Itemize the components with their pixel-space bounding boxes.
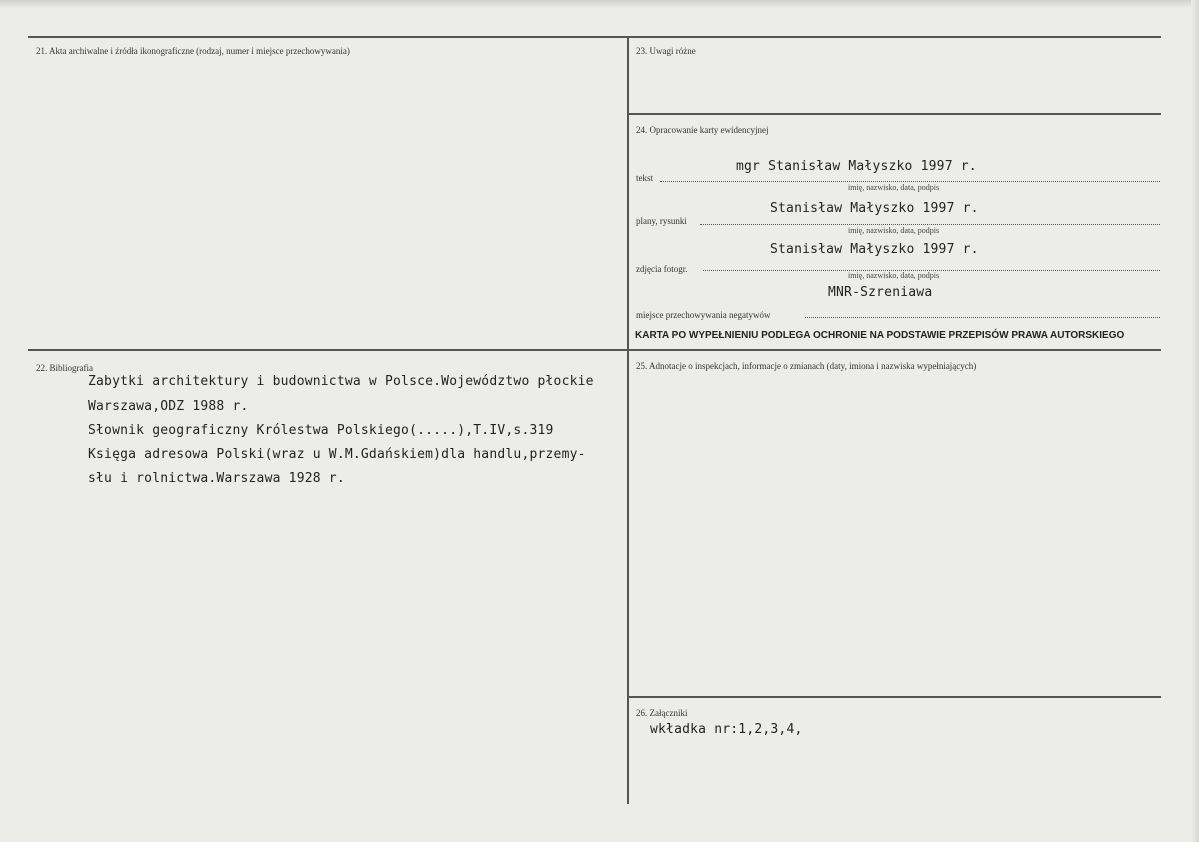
bibliography-line-3: Słownik geograficzny Królestwa Polskiego(.....),T.IV,s.319 xyxy=(88,423,554,438)
miejsce-value: MNR-Szreniawa xyxy=(828,285,933,300)
paper-top-edge xyxy=(0,0,1199,8)
attachments-value: wkładka nr:1,2,3,4, xyxy=(650,722,803,737)
section-22-label: 22. Bibliografia xyxy=(36,363,93,373)
top-rule xyxy=(28,36,1161,38)
bibliography-line-2: Warszawa,ODZ 1988 r. xyxy=(88,399,249,414)
section-24-label: 24. Opracowanie karty ewidencyjnej xyxy=(636,125,769,135)
miejsce-label: miejsce przechowywania negatywów xyxy=(636,310,771,320)
paper-right-edge xyxy=(1191,0,1199,842)
section-23-label: 23. Uwagi różne xyxy=(636,46,696,56)
plany-caption: imię, nazwisko, data, podpis xyxy=(848,226,940,235)
middle-rule xyxy=(28,349,1161,351)
tekst-caption: imię, nazwisko, data, podpis xyxy=(848,183,940,192)
copyright-notice: KARTA PO WYPEŁNIENIU PODLEGA OCHRONIE NA PODSTAWIE PRZEPISÓW PRAWA AUTORSKIEGO xyxy=(635,330,1125,341)
rule-above-26 xyxy=(627,696,1161,698)
miejsce-dotted-line xyxy=(805,317,1160,318)
tekst-value: mgr Stanisław Małyszko 1997 r. xyxy=(736,159,977,174)
section-25-label: 25. Adnotacje o inspekcjach, informacje o zmianach (daty, imiona i nazwiska wypełniających) xyxy=(636,361,977,371)
plany-dotted-line xyxy=(700,224,1160,225)
bibliography-line-1: Zabytki architektury i budownictwa w Polsce.Województwo płockie xyxy=(88,374,594,389)
zdjecia-caption: imię, nazwisko, data, podpis xyxy=(848,271,940,280)
rule-below-23 xyxy=(627,113,1161,115)
section-21-label: 21. Akta archiwalne i źródła ikonograficzne (rodzaj, numer i miejsce przechowywania) xyxy=(36,46,350,56)
column-divider xyxy=(627,36,629,804)
zdjecia-value: Stanisław Małyszko 1997 r. xyxy=(770,242,979,257)
plany-label: plany, rysunki xyxy=(636,216,687,226)
bibliography-line-4: Księga adresowa Polski(wraz u W.M.Gdańskiem)dla handlu,przemy- xyxy=(88,447,586,462)
zdjecia-label: zdjęcia fotogr. xyxy=(636,264,688,274)
bibliography-line-5: słu i rolnictwa.Warszawa 1928 r. xyxy=(88,471,345,486)
tekst-label: tekst xyxy=(636,173,653,183)
section-26-label: 26. Załączniki xyxy=(636,708,688,718)
tekst-dotted-line xyxy=(660,181,1160,182)
plany-value: Stanisław Małyszko 1997 r. xyxy=(770,201,979,216)
